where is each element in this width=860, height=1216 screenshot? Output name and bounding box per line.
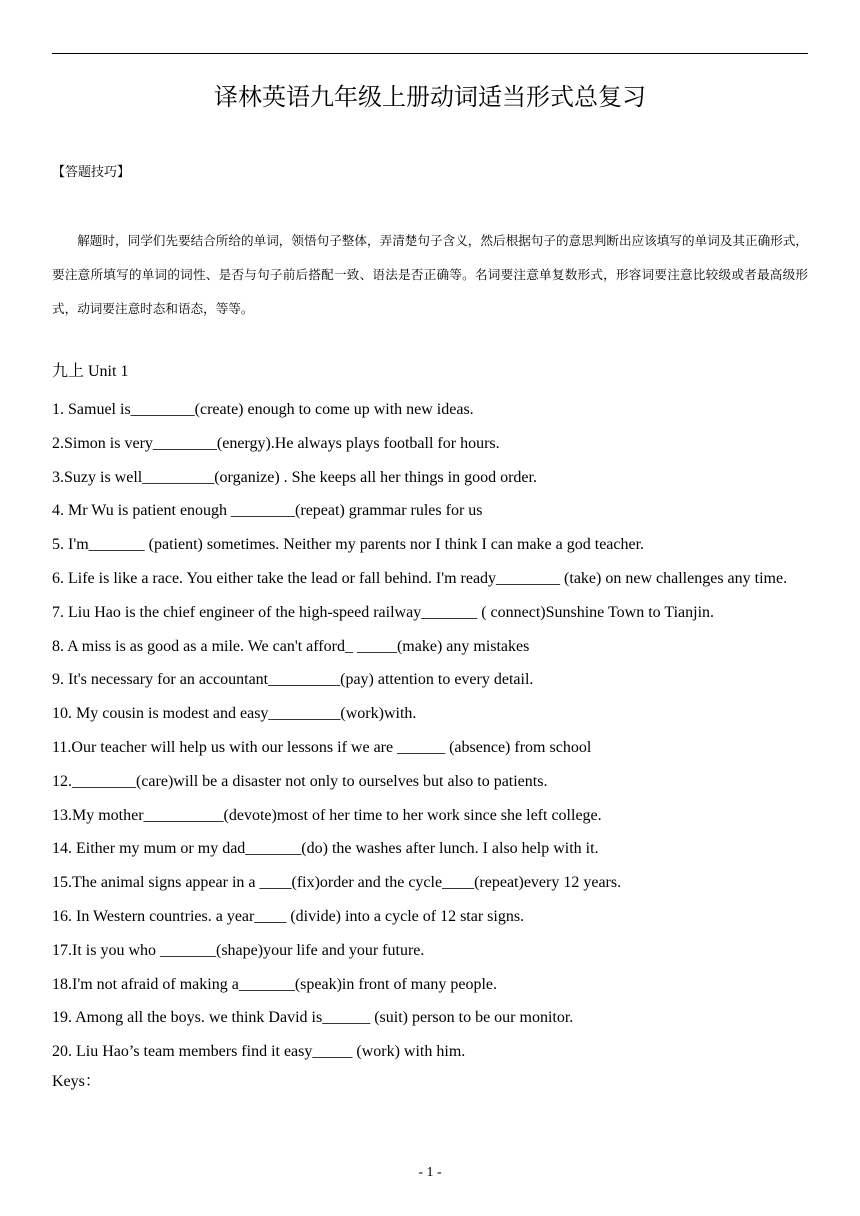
question-list (52, 393, 808, 1069)
question-item: 1. Samuel is________(create) enough to come up with new ideas. (52, 401, 474, 418)
question-item: 13.My mother__________(devote)most of her time to her work since she left college. (52, 806, 602, 824)
tips-paragraph: 解题时，同学们先要结合所给的单词，领悟句子整体，弄清楚句子含义，然后根据句子的意思判断出应该填写的单词及其正确形式，要注意所填写的单词的词性、是否与句子前后搭配一致、语法是否正确等。名词要注意单复数形式，形容词要注意比较级或者最高级形式，动词要注意时态和语态，等等。 (52, 233, 808, 316)
question-item: 7. Liu Hao is the chief engineer of the high-speed railway_______ ( connect)Sunshine Town to Tianjin. (52, 603, 715, 621)
question-item: 18.I'm not afraid of making a_______(speak)in front of many people. (52, 975, 497, 993)
question-item: 12.________(care)will be a disaster not only to ourselves but also to patients. (52, 772, 548, 790)
question-item: 17.It is you who _______(shape)your life and your future. (52, 941, 425, 959)
question-item: 6. Life is like a race. You either take the lead or fall behind. I'm ready________ (take) on new challenges any time. (52, 569, 788, 587)
question-item: 14. Either my mum or my dad_______(do) the washes after lunch. I also help with it. (52, 840, 599, 858)
question-item: 15.The animal signs appear in a ____(fix)order and the cycle____(repeat)every 12 years. (52, 874, 622, 892)
question-item: 4. Mr Wu is patient enough ________(repeat) grammar rules for us (52, 502, 483, 520)
question-item: 19. Among all the boys. we think David is______ (suit) person to be our monitor. (52, 1009, 574, 1027)
keys-label: Keys： (52, 1073, 101, 1090)
header-rule (52, 53, 808, 54)
question-item: 11.Our teacher will help us with our lessons if we are ______ (absence) from school (52, 738, 592, 756)
question-item: 20. Liu Hao’s team members find it easy_____ (work) with him. (52, 1043, 466, 1061)
unit-label: 九上 Unit 1 (52, 363, 129, 380)
question-item: 16. In Western countries. a year____ (divide) into a cycle of 12 star signs. (52, 907, 525, 925)
question-item: 10. My cousin is modest and easy_________(work)with. (52, 705, 417, 723)
question-item: 5. I'm_______ (patient) sometimes. Neither my parents nor I think I can make a god teacher. (52, 536, 645, 554)
question-item: 2.Simon is very________(energy).He always plays football for hours. (52, 434, 500, 452)
question-item: 3.Suzy is well_________(organize) . She keeps all her things in good order. (52, 468, 537, 486)
page-title: 译林英语九年级上册动词适当形式总复习 (214, 83, 646, 111)
question-item: 9. It's necessary for an accountant_________(pay) attention to every detail. (52, 671, 534, 689)
page-number: - 1 - (418, 1165, 442, 1180)
tips-heading: 【答题技巧】 (52, 165, 131, 180)
question-item: 8. A miss is as good as a mile. We can't afford_ _____(make) any mistakes (52, 637, 530, 655)
